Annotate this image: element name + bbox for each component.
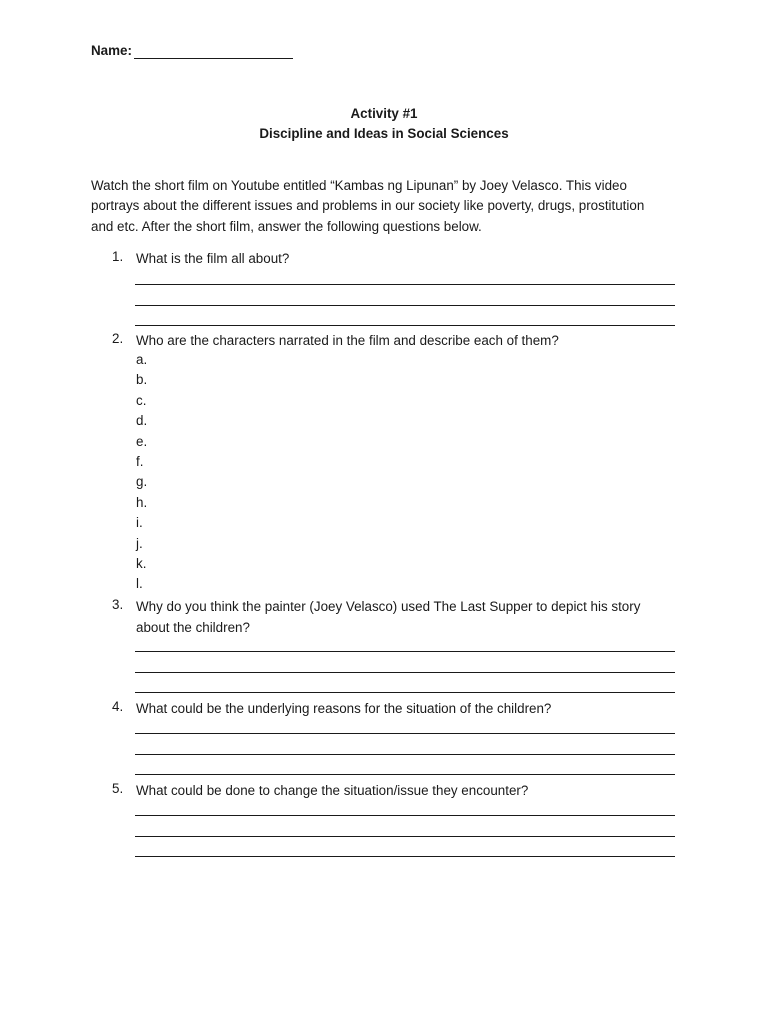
character-item: i. [136,515,143,530]
activity-title: Activity #1 [350,106,418,121]
question-5-answer-line[interactable] [135,836,675,837]
instructions-paragraph [91,176,691,237]
question-5-number: 5. [112,781,124,796]
question-5-answer-line[interactable] [135,815,675,816]
character-item: l. [136,576,143,591]
instructions-line: Watch the short film on Youtube entitled “Kambas ng Lipunan” by Joey Velasco. This video [91,178,627,193]
question-4-answer-line[interactable] [135,754,675,755]
question-3-text [136,597,676,638]
character-item: a. [136,352,148,367]
question-1-number: 1. [112,249,124,264]
instructions-line: portrays about the different issues and problems in our society like poverty, drugs, prostitution [91,198,645,214]
character-item: j. [136,536,143,551]
character-item: c. [136,393,147,408]
question-1-answer-line[interactable] [135,325,675,326]
question-4-number: 4. [112,699,124,714]
question-3-text-line: about the children? [136,619,250,635]
activity-subtitle: Discipline and Ideas in Social Sciences [259,126,509,141]
question-3-answer-line[interactable] [135,672,675,673]
question-1-answer-line[interactable] [135,305,675,306]
instructions-line: and etc. After the short film, answer the following questions below. [91,218,482,234]
question-4-answer-line[interactable] [135,774,675,775]
question-1-answer-line[interactable] [135,284,675,285]
name-field[interactable] [134,58,293,59]
name-label: Name: [91,43,132,58]
question-2-number: 2. [112,331,124,346]
character-item: b. [136,372,148,387]
character-item: e. [136,434,148,449]
character-item: h. [136,495,148,510]
question-5-text: What could be done to change the situation/issue they encounter? [136,783,529,798]
question-3-answer-line[interactable] [135,692,675,693]
question-3-text-line: Why do you think the painter (Joey Velasco) used The Last Supper to depict his story [136,599,641,614]
question-3-number: 3. [112,597,124,612]
character-item: f. [136,454,144,469]
character-item: k. [136,556,147,571]
character-item: d. [136,413,148,428]
question-3-answer-line[interactable] [135,651,675,652]
question-2-text: Who are the characters narrated in the film and describe each of them? [136,333,559,348]
question-1-text: What is the film all about? [136,251,290,266]
question-4-text: What could be the underlying reasons for the situation of the children? [136,701,552,716]
question-5-answer-line[interactable] [135,856,675,857]
question-4-answer-line[interactable] [135,733,675,734]
character-item: g. [136,474,148,489]
